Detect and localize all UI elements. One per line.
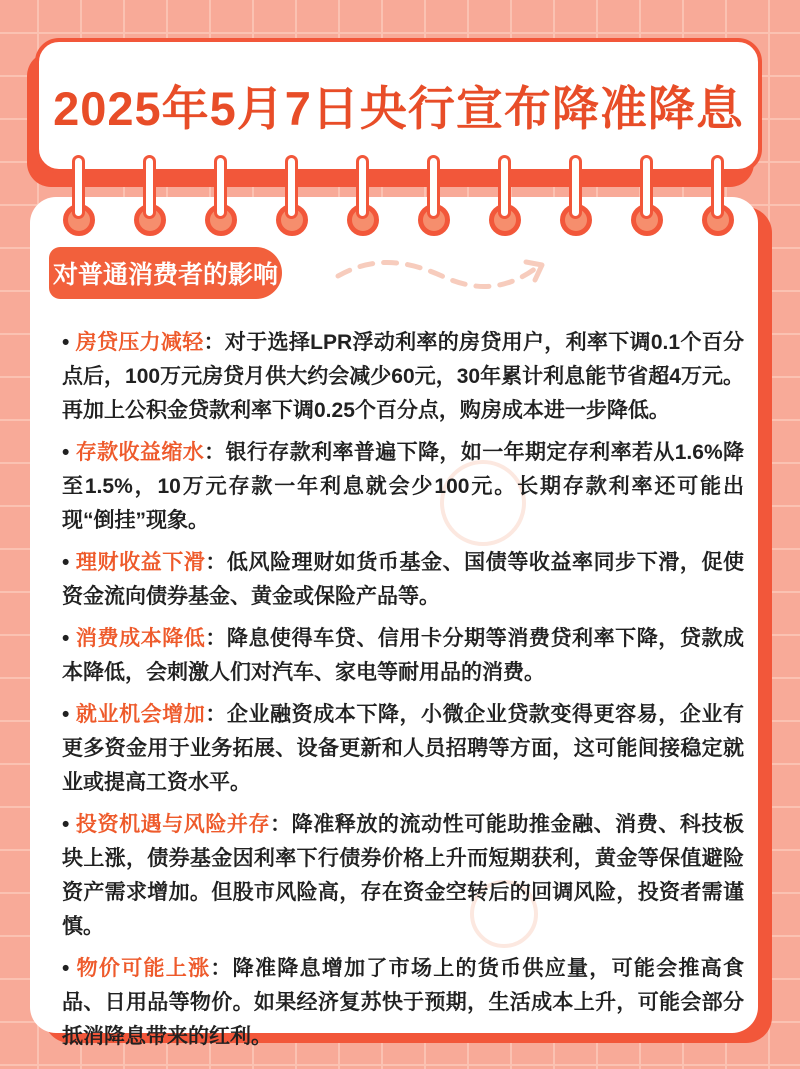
impact-item-mortgage: • 房贷压力减轻：对于选择LPR浮动利率的房贷用户，利率下调0.1个百分点后，100万元房贷月供大约会减少60元，30年累计利息能节省超4万元。再加上公积金贷款利率下调0.25个百分点，购房成本进一步降低。 bbox=[62, 331, 745, 422]
impact-list bbox=[62, 326, 744, 1054]
impact-item-investment: • 投资机遇与风险并存：降准释放的流动性可能助推金融、消费、科技板块上涨，债券基金因利率下行债券价格上升而短期获利，黄金等保值避险资产需求增加。但股市风险高，存在资金空转后的回调风险，投资者需谨慎。 bbox=[62, 813, 745, 938]
bullet-dot: • bbox=[62, 957, 70, 980]
impact-term: 就业机会增加 bbox=[75, 703, 206, 726]
bullet-dot: • bbox=[62, 813, 70, 836]
ring-icon bbox=[63, 155, 95, 243]
impact-item-consumption: • 消费成本降低：降息使得车贷、信用卡分期等消费贷利率下降，贷款成本降低，会刺激人们对汽车、家电等耐用品的消费。 bbox=[62, 627, 745, 684]
dashed-arrow-icon bbox=[330, 250, 560, 302]
impact-text: 降准释放的流动性可能助推金融、消费、科技板块上涨，债券基金因利率下行债券价格上升而短期获利，黄金等保值避险资产需求增加。但股市风险高，存在资金空转后的回调风险，投资者需谨慎。 bbox=[62, 813, 745, 938]
ring-icon bbox=[702, 155, 734, 243]
bullet-dot: • bbox=[62, 627, 70, 650]
ring-icon bbox=[276, 155, 308, 243]
impact-term: 房贷压力减轻 bbox=[75, 331, 204, 354]
impact-text: 对于选择LPR浮动利率的房贷用户，利率下调0.1个百分点后，100万元房贷月供大约会减少60元，30年累计利息能节省超4万元。再加上公积金贷款利率下调0.25个百分点，购房成本进一步降低。 bbox=[62, 331, 745, 422]
ring-icon bbox=[489, 155, 521, 243]
ring-icon bbox=[560, 155, 592, 243]
section-badge-label: 对普通消费者的影响 bbox=[52, 261, 278, 289]
impact-item-deposits: • 存款收益缩水：银行存款利率普遍下降，如一年期定存利率若从1.6%降至1.5%，10万元存款一年利息就会少100元。长期存款利率还可能出现“倒挂”现象。 bbox=[62, 441, 745, 532]
impact-term: 物价可能上涨 bbox=[75, 957, 211, 980]
impact-text: 银行存款利率普遍下降，如一年期定存利率若从1.6%降至1.5%，10万元存款一年利息就会少100元。长期存款利率还可能出现“倒挂”现象。 bbox=[62, 441, 745, 532]
ring-icon bbox=[205, 155, 237, 243]
section-badge bbox=[49, 247, 282, 299]
impact-term: 存款收益缩水 bbox=[75, 441, 205, 464]
impact-item-prices: • 物价可能上涨：降准降息增加了市场上的货币供应量，可能会推高食品、日用品等物价。如果经济复苏快于预期，生活成本上升，可能会部分抵消降息带来的红利。 bbox=[62, 957, 745, 1048]
ring-icon bbox=[347, 155, 379, 243]
impact-item-wealth: • 理财收益下滑：低风险理财如货币基金、国债等收益率同步下滑，促使资金流向债券基金、黄金或保险产品等。 bbox=[62, 551, 745, 608]
bullet-dot: • bbox=[62, 703, 70, 726]
impact-text: 降准降息增加了市场上的货币供应量，可能会推高食品、日用品等物价。如果经济复苏快于预期，生活成本上升，可能会部分抵消降息带来的红利。 bbox=[62, 957, 745, 1048]
ring-icon bbox=[134, 155, 166, 243]
impact-text: 降息使得车贷、信用卡分期等消费贷利率下降，贷款成本降低，会刺激人们对汽车、家电等耐用品的消费。 bbox=[62, 627, 745, 684]
bullet-dot: • bbox=[62, 551, 70, 574]
impact-item-employment: • 就业机会增加：企业融资成本下降，小微企业贷款变得更容易，企业有更多资金用于业务拓展、设备更新和人员招聘等方面，这可能间接稳定就业或提高工资水平。 bbox=[62, 703, 745, 794]
impact-term: 投资机遇与风险并存 bbox=[75, 813, 271, 836]
page-title: 2025年5月7日央行宣布降准降息 bbox=[53, 82, 744, 135]
bullet-dot: • bbox=[62, 331, 70, 354]
impact-term: 消费成本降低 bbox=[75, 627, 206, 650]
impact-term: 理财收益下滑 bbox=[75, 551, 206, 574]
title-banner bbox=[35, 38, 762, 173]
ring-icon bbox=[631, 155, 663, 243]
impact-text: 低风险理财如货币基金、国债等收益率同步下滑，促使资金流向债券基金、黄金或保险产品等。 bbox=[62, 551, 745, 608]
bullet-dot: • bbox=[62, 441, 70, 464]
ring-icon bbox=[418, 155, 450, 243]
impact-text: 企业融资成本下降，小微企业贷款变得更容易，企业有更多资金用于业务拓展、设备更新和人员招聘等方面，这可能间接稳定就业或提高工资水平。 bbox=[62, 703, 745, 794]
